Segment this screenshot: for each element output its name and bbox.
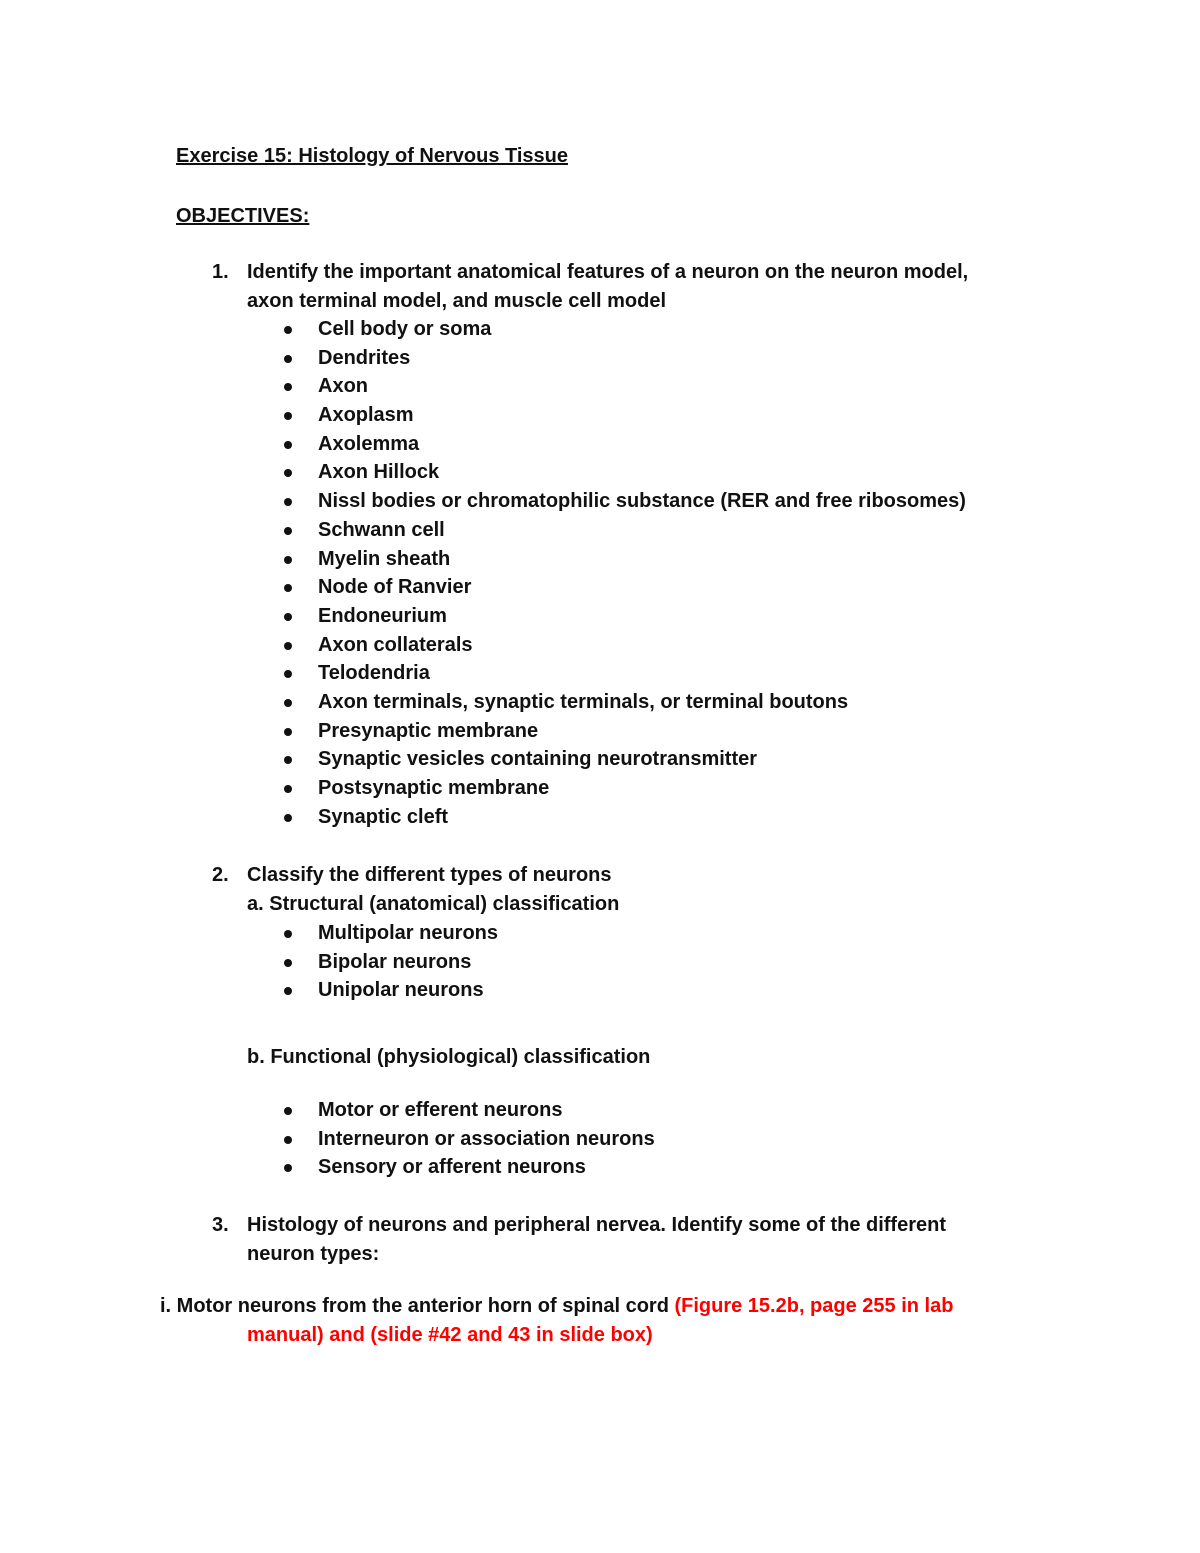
list-item: Endoneurium: [280, 602, 966, 631]
bullet-icon: [284, 1136, 292, 1144]
structural-classification-heading: a. Structural (anatomical) classification: [247, 893, 620, 915]
list-item: Sensory or afferent neurons: [280, 1153, 655, 1182]
motor-neurons-text: i. Motor neurons from the anterior horn of spinal cord: [160, 1295, 675, 1317]
bullet-icon: [284, 383, 292, 391]
bullet-icon: [284, 785, 292, 793]
bullet-icon: [284, 814, 292, 822]
list-item: Node of Ranvier: [280, 573, 966, 602]
list-item: Dendrites: [280, 344, 966, 373]
list-item: Synaptic vesicles containing neurotransmitter: [280, 745, 966, 774]
bullet-icon: [284, 584, 292, 592]
functional-classification-list: [280, 1096, 655, 1182]
bullet-icon: [284, 441, 292, 449]
list-item: Telodendria: [280, 659, 966, 688]
anatomical-features-list: [280, 315, 966, 831]
objectives-heading: OBJECTIVES:: [176, 205, 310, 227]
list-item: Postsynaptic membrane: [280, 774, 966, 803]
bullet-icon: [284, 670, 292, 678]
document-title: Exercise 15: Histology of Nervous Tissue: [176, 145, 569, 167]
section-3-line-2: neuron types:: [247, 1243, 380, 1265]
section-3-number: 3.: [212, 1214, 229, 1236]
bullet-icon: [284, 756, 292, 764]
slide-reference: manual) and (slide #42 and 43 in slide box): [247, 1324, 653, 1346]
bullet-icon: [284, 1107, 292, 1115]
list-item: Cell body or soma: [280, 315, 966, 344]
list-item: Interneuron or association neurons: [280, 1125, 655, 1154]
list-item: Nissl bodies or chromatophilic substance (RER and free ribosomes): [280, 487, 966, 516]
list-item: Myelin sheath: [280, 545, 966, 574]
bullet-icon: [284, 469, 292, 477]
list-item: Axon terminals, synaptic terminals, or terminal boutons: [280, 688, 966, 717]
bullet-icon: [284, 642, 292, 650]
bullet-icon: [284, 355, 292, 363]
section-1-number: 1.: [212, 261, 229, 283]
section-2-line-1: Classify the different types of neurons: [247, 864, 612, 886]
bullet-icon: [284, 959, 292, 967]
bullet-icon: [284, 556, 292, 564]
bullet-icon: [284, 412, 292, 420]
bullet-icon: [284, 728, 292, 736]
list-item: Axon collaterals: [280, 631, 966, 660]
list-item: Synaptic cleft: [280, 803, 966, 832]
list-item: Presynaptic membrane: [280, 717, 966, 746]
bullet-icon: [284, 326, 292, 334]
list-item: Multipolar neurons: [280, 919, 498, 948]
functional-classification-heading: b. Functional (physiological) classification: [247, 1046, 651, 1068]
section-3-line-1: Histology of neurons and peripheral nervea. Identify some of the different: [247, 1214, 946, 1236]
list-item: Axoplasm: [280, 401, 966, 430]
list-item: Unipolar neurons: [280, 976, 498, 1005]
list-item: Motor or efferent neurons: [280, 1096, 655, 1125]
bullet-icon: [284, 987, 292, 995]
figure-reference: (Figure 15.2b, page 255 in lab: [674, 1295, 954, 1317]
bullet-icon: [284, 527, 292, 535]
bullet-icon: [284, 613, 292, 621]
section-2-number: 2.: [212, 864, 229, 886]
list-item: Axon Hillock: [280, 458, 966, 487]
list-item: Axolemma: [280, 430, 966, 459]
bullet-icon: [284, 699, 292, 707]
list-item: Bipolar neurons: [280, 948, 498, 977]
bullet-icon: [284, 498, 292, 506]
list-item: Schwann cell: [280, 516, 966, 545]
list-item: Axon: [280, 372, 966, 401]
bullet-icon: [284, 930, 292, 938]
bullet-icon: [284, 1164, 292, 1172]
structural-classification-list: [280, 919, 498, 1005]
section-1-line-1: Identify the important anatomical features of a neuron on the neuron model,: [247, 261, 969, 283]
motor-neurons-item: [160, 1292, 953, 1321]
section-1-line-2: axon terminal model, and muscle cell model: [247, 290, 667, 312]
